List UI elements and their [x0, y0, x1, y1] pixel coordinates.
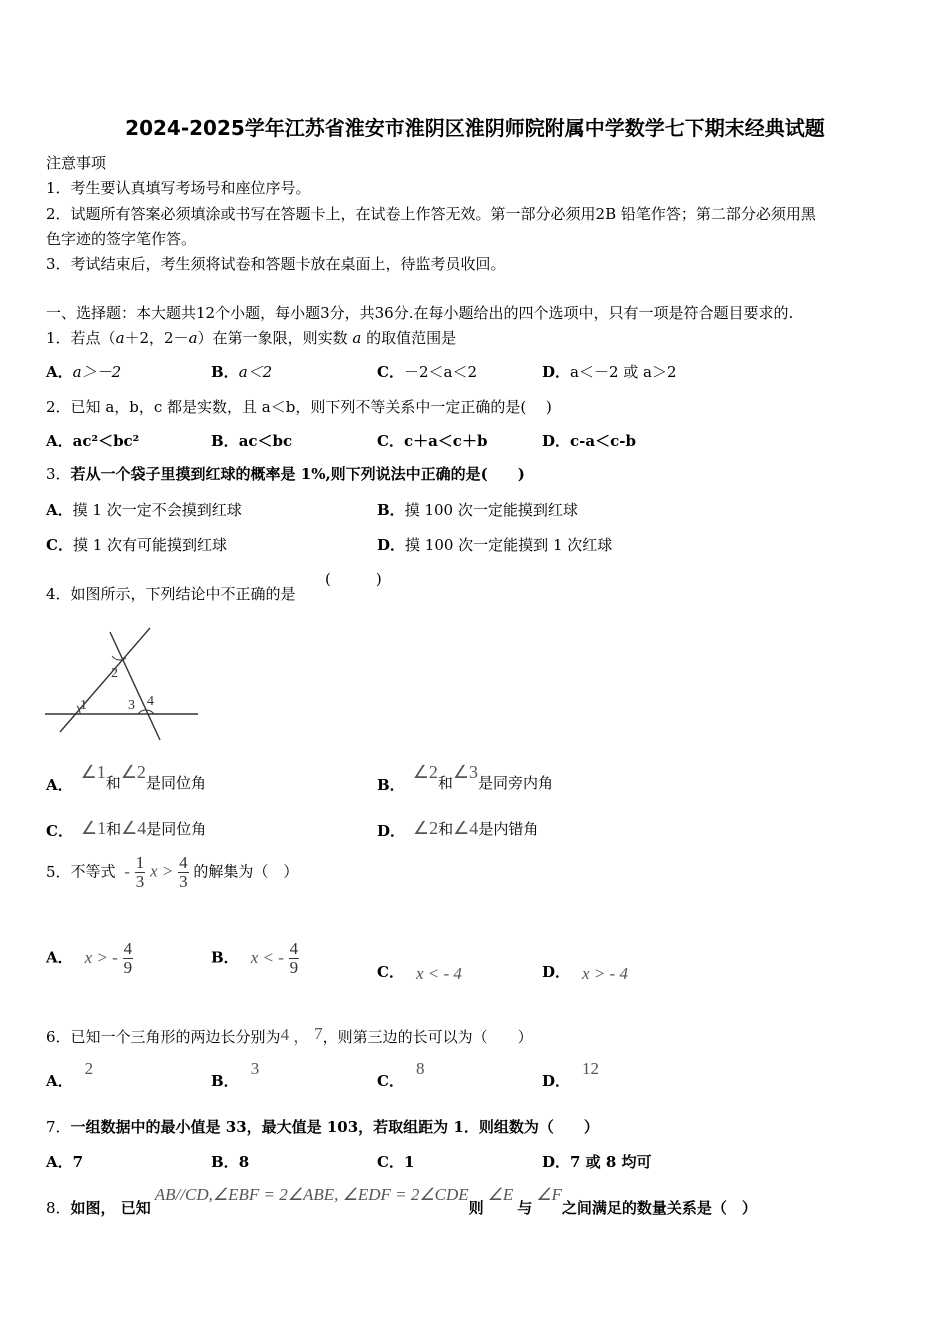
angle-symbol: ∠3	[452, 762, 478, 782]
q6-text: 已知一个三角形的两边长分别为	[70, 1028, 281, 1046]
q2-option-b[interactable]	[211, 430, 292, 451]
option-text: 是内错角	[478, 820, 539, 838]
q7-option-a[interactable]	[46, 1151, 83, 1172]
option-text: a＞－2	[72, 363, 122, 381]
math-expression: x < - 4	[415, 964, 462, 983]
option-label: C．	[377, 432, 404, 450]
fraction	[135, 854, 146, 891]
q1-option-b[interactable]	[211, 361, 272, 382]
notice-heading: 注意事项	[46, 154, 107, 172]
fraction-denominator: 9	[123, 958, 133, 977]
angle-symbol: ∠2	[412, 762, 438, 782]
q1-text-b: ＋2，2－	[124, 329, 189, 347]
math-expression: ∠F	[536, 1185, 562, 1204]
fraction-numerator: 4	[179, 853, 188, 872]
notice-item-2: 2．试题所有答案必须填涂或书写在答题卡上，在试卷上作答无效。第一部分必须用2B 铅笔作答；第二部分必须用黑	[46, 205, 816, 223]
fraction-numerator: 4	[123, 939, 133, 958]
angle-symbol: ∠1	[80, 762, 106, 782]
q1-text-a: 若点（	[70, 329, 116, 347]
q7-option-b[interactable]	[211, 1151, 249, 1172]
fraction-numerator: 1	[135, 853, 145, 872]
slanted-line	[60, 628, 150, 732]
option-text: 和	[438, 820, 454, 838]
option-label: C．	[46, 822, 73, 840]
q4-option-b[interactable]	[377, 762, 553, 794]
option-label: D．	[377, 536, 406, 554]
math-minus: -	[124, 861, 131, 881]
notice-item-3: 3．考试结束后，考生须将试卷和答题卡放在桌面上，待监考员收回。	[46, 255, 506, 273]
figure-label: 2	[111, 666, 118, 681]
math-expression: x > - 4	[582, 964, 628, 983]
option-text: c-a＜c-b	[570, 432, 636, 450]
option-value: 12	[582, 1059, 600, 1078]
option-text: 摸 1 次有可能摸到红球	[72, 536, 228, 554]
q7-option-d[interactable]	[542, 1151, 652, 1172]
angle-symbol: ∠2	[120, 762, 146, 782]
option-label: A．	[46, 1153, 73, 1171]
q7-number: 7．	[46, 1118, 71, 1136]
angle-symbol: ∠2	[413, 818, 439, 838]
option-label: B．	[377, 776, 405, 794]
option-text: a＜2	[238, 363, 273, 381]
q1-text-d: 的取值范围是	[361, 329, 457, 347]
q3-option-c[interactable]	[46, 534, 227, 555]
page-title: 2024-2025学年江苏省淮安市淮阴区淮阴师院附属中学数学七下期末经典试题	[125, 116, 825, 140]
math-expression: ∠E	[487, 1185, 514, 1204]
option-text: 和	[106, 820, 122, 838]
math-value: 4	[280, 1025, 290, 1044]
q4-option-c[interactable]	[46, 818, 206, 839]
q4-figure	[40, 620, 210, 750]
option-text: 摸 100 次一定能摸到 1 次红球	[405, 536, 613, 554]
transversal-line	[110, 632, 160, 740]
fraction-denominator: 3	[179, 872, 188, 891]
option-text: 是同旁内角	[477, 774, 553, 792]
option-label: C．	[46, 536, 73, 554]
q3-option-b[interactable]	[377, 499, 578, 520]
question-7	[46, 1116, 599, 1137]
q3-option-d[interactable]	[377, 534, 612, 555]
option-label: D．	[542, 963, 571, 981]
option-label: B．	[211, 1072, 239, 1090]
option-label: B．	[211, 1153, 239, 1171]
q5-option-a[interactable]	[46, 940, 133, 977]
option-text: 摸 1 次一定不会摸到红球	[72, 501, 242, 519]
q4-option-a[interactable]	[46, 762, 206, 794]
q7-text: 一组数据中的最小值是 33，最大值是 103，若取组距为 1．则组数为（ ）	[70, 1118, 599, 1136]
q1-var: a	[352, 329, 362, 347]
math-expression: x < -	[250, 947, 284, 967]
notice-item-1: 1．考生要认真填写考场号和座位序号。	[46, 179, 311, 197]
q1-option-a[interactable]	[46, 361, 121, 382]
q8-text: 之间满足的数量关系是（ ）	[561, 1199, 757, 1217]
q2-number: 2．	[46, 398, 71, 416]
option-value: 3	[250, 1059, 260, 1078]
option-label: A．	[46, 501, 73, 519]
q8-number: 8．	[46, 1199, 71, 1217]
fraction	[123, 940, 134, 977]
fraction-numerator: 4	[289, 939, 299, 958]
q6-option-c[interactable]	[377, 1058, 425, 1090]
figure-label: 3	[128, 698, 135, 713]
option-text: 1	[403, 1153, 415, 1171]
q6-option-a[interactable]	[46, 1058, 94, 1090]
question-1	[46, 327, 456, 348]
question-5	[46, 854, 298, 891]
q5-number: 5．	[46, 862, 71, 881]
option-text: ac²＜bc²	[72, 432, 140, 450]
q5-option-c[interactable]	[377, 963, 462, 984]
math-expression: x >	[150, 861, 174, 881]
option-text: 8	[238, 1153, 250, 1171]
option-value: 8	[415, 1059, 425, 1078]
math-value: 7	[314, 1024, 323, 1043]
q4-text: 如图所示，下列结论中不正确的是	[70, 585, 296, 603]
fraction-denominator: 3	[135, 872, 145, 891]
option-label: A．	[46, 948, 73, 967]
fraction-denominator: 9	[289, 958, 299, 977]
q1-number: 1．	[46, 329, 71, 347]
option-text: 摸 100 次一定能摸到红球	[404, 501, 578, 519]
math-expression: AB//CD,∠EBF = 2∠ABE, ∠EDF = 2∠CDE	[154, 1185, 469, 1204]
angle-symbol: ∠1	[80, 818, 107, 838]
q5-option-d[interactable]	[542, 963, 628, 984]
option-label: A．	[46, 432, 73, 450]
q4-answer-paren: ( )	[325, 570, 382, 588]
option-label: A．	[46, 776, 73, 794]
option-label: C．	[377, 963, 404, 981]
math-separator: ，	[293, 1027, 311, 1046]
q3-text: 若从一个袋子里摸到红球的概率是 1%,则下列说法中正确的是( )	[70, 465, 525, 483]
option-text: 7	[72, 1153, 84, 1171]
option-text: 和	[105, 774, 121, 792]
q3-option-a[interactable]	[46, 499, 242, 520]
question-6	[46, 1022, 533, 1047]
fraction	[178, 854, 189, 891]
notice-item-2-cont: 色字迹的签字笔作答。	[46, 230, 197, 248]
q5-option-b[interactable]	[211, 940, 299, 977]
option-label: C．	[377, 363, 404, 381]
fraction	[289, 940, 300, 977]
q1-var: a	[115, 329, 125, 347]
option-label: B．	[211, 432, 239, 450]
q2-option-c[interactable]	[377, 430, 487, 451]
q1-var: a	[188, 329, 198, 347]
q3-number: 3．	[46, 465, 71, 483]
option-label: A．	[46, 1072, 73, 1090]
option-label: B．	[211, 948, 239, 967]
q1-text-c: ）在第一象限，则实数	[197, 329, 353, 347]
option-label: C．	[377, 1072, 404, 1090]
angle-symbol: ∠4	[453, 818, 479, 838]
angle-symbol: ∠4	[121, 818, 147, 838]
option-label: C．	[377, 1153, 404, 1171]
q5-text: 不等式	[70, 862, 116, 881]
option-label: B．	[211, 363, 239, 381]
q1-option-d[interactable]	[542, 361, 677, 382]
option-text: 是同位角	[145, 774, 206, 792]
option-label: D．	[542, 1072, 571, 1090]
q7-option-c[interactable]	[377, 1151, 414, 1172]
q2-option-a[interactable]	[46, 430, 139, 451]
option-label: A．	[46, 363, 73, 381]
option-text: c＋a＜c＋b	[403, 432, 488, 450]
option-label: B．	[377, 501, 405, 519]
option-text: －2＜a＜2	[403, 363, 477, 381]
option-label: D．	[542, 1153, 571, 1171]
question-3	[46, 463, 525, 484]
option-text: ac＜bc	[238, 432, 293, 450]
q1-option-c[interactable]	[377, 361, 477, 382]
section-heading: 一、选择题：本大题共12个小题，每小题3分，共36分.在每小题给出的四个选项中，只有一项是符合题目要求的.	[46, 304, 794, 322]
q4-option-d[interactable]	[377, 818, 538, 839]
figure-label: 1	[80, 698, 87, 713]
q5-text: 的解集为（ ）	[193, 862, 299, 881]
q6-text: ，则第三边的长可以为（ ）	[322, 1028, 533, 1046]
q4-number: 4．	[46, 585, 71, 603]
option-value: 2	[84, 1059, 94, 1078]
option-label: D．	[542, 432, 571, 450]
option-text: a＜－2 或 a＞2	[570, 363, 677, 381]
question-8	[46, 1184, 757, 1217]
option-label: D．	[377, 822, 406, 840]
q8-text: 如图， 已知	[70, 1199, 151, 1217]
q8-text: 与	[517, 1199, 533, 1217]
q6-option-d[interactable]	[542, 1058, 600, 1090]
option-label: D．	[542, 363, 571, 381]
option-text: 7 或 8 均可	[570, 1153, 652, 1171]
q8-text: 则	[468, 1199, 484, 1217]
option-text: 和	[437, 774, 453, 792]
question-2	[46, 396, 552, 417]
figure-label: 4	[147, 694, 154, 709]
option-text: 是同位角	[146, 820, 207, 838]
q2-option-d[interactable]	[542, 430, 636, 451]
q2-text: 已知 a，b，c 都是实数，且 a＜b，则下列不等关系中一定正确的是( )	[70, 398, 552, 416]
q6-number: 6．	[46, 1028, 71, 1046]
q6-option-b[interactable]	[211, 1058, 260, 1090]
math-expression: x > -	[84, 947, 118, 967]
question-4	[46, 583, 296, 604]
